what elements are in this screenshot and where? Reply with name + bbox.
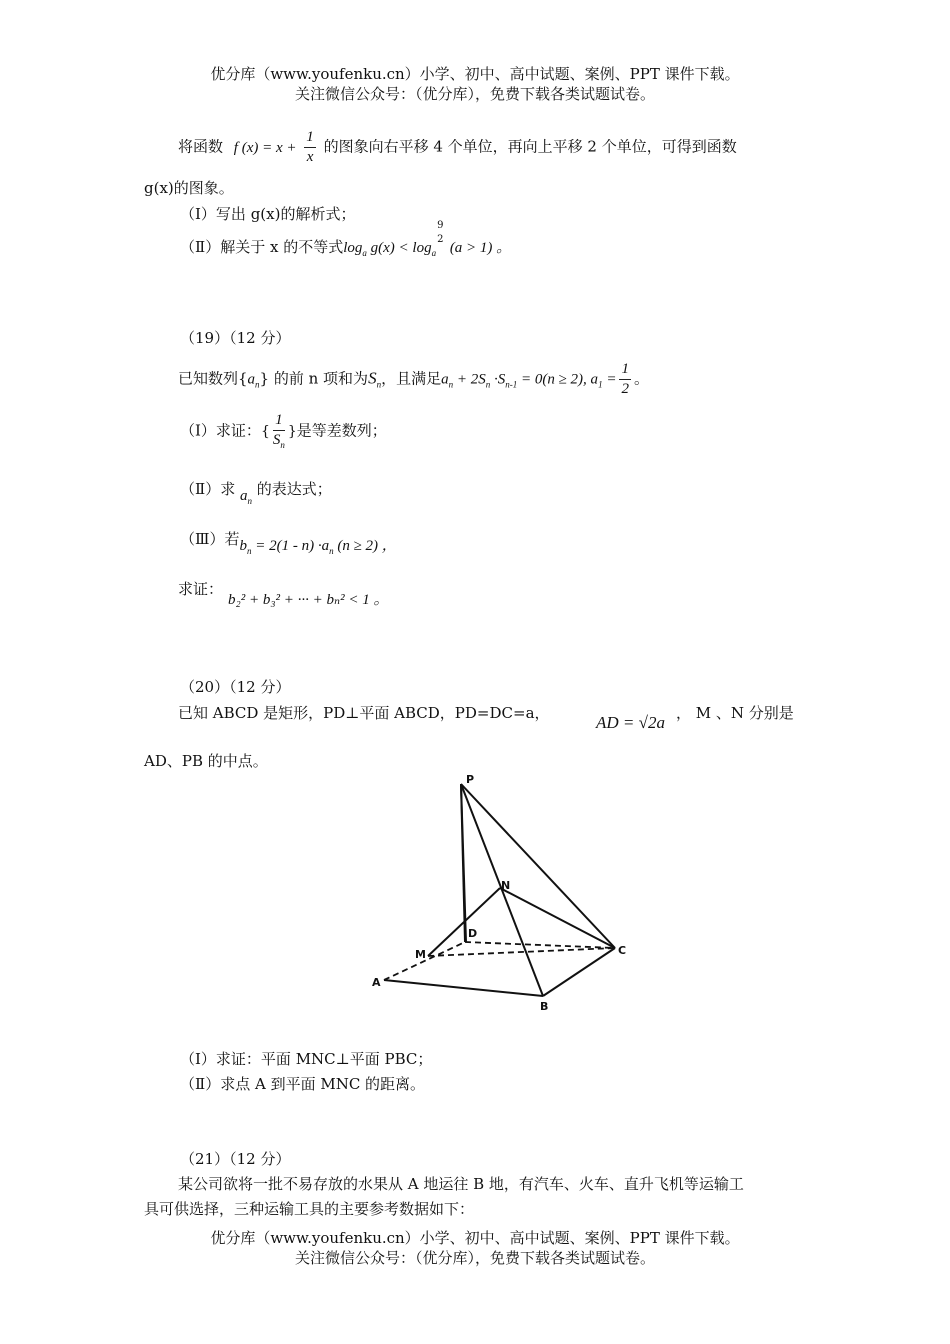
q18-ineq-cond: (a > 1) 。 [446, 240, 512, 256]
q19-part1-post: 是等差数列； [296, 421, 387, 440]
q19-part1-frac-den: S [272, 432, 281, 448]
q19-stem-mid: } 的前 n 项和为 [259, 369, 369, 388]
q19-rel-S: ·S [490, 371, 506, 388]
q20-part1: （Ⅰ）求证：平面 MNC⊥平面 PBC； [180, 1050, 433, 1068]
q18-part2 [180, 220, 512, 258]
q19-rel-S-sub: n-1 [505, 379, 518, 390]
q20-part2: （Ⅱ）求点 A 到平面 MNC 的距离。 [180, 1075, 426, 1093]
q19-prove-expr: b₂² + b₃² + ··· + bₙ² < 1 。 [228, 592, 389, 608]
q19-half-den: 2 [621, 381, 629, 397]
label-A: A [372, 976, 381, 989]
q18-part1: （Ⅰ）写出 g(x)的解析式； [180, 205, 356, 223]
q19-part3-b-sub: n [246, 546, 252, 556]
q20-stem: 已知 ABCD 是矩形，PD⊥平面 ABCD，PD=DC=a， [178, 704, 550, 722]
q19-half [619, 362, 631, 397]
q19-part1-pre: （Ⅰ）求证： [180, 421, 261, 440]
q18-log1-base: a [362, 248, 367, 258]
q19-rel-2S: + 2S [453, 371, 486, 388]
q19-part1: （Ⅰ）求证：{ $\frac{1}{S_n}$ }是等差数列； [180, 412, 387, 450]
edge-AB [384, 980, 543, 996]
q19-part3-cond: (n ≥ 2) ， [333, 538, 397, 554]
q19-rel-eq2: = [602, 371, 617, 388]
label-D: D [468, 927, 478, 940]
q18-frac-num: 1 [304, 130, 316, 148]
q19-part1-frac-den-sub: n [280, 440, 285, 450]
pyramid-figure [360, 768, 640, 1013]
q19-rel-a-sub: n [448, 379, 454, 390]
q18-log1: log [343, 240, 363, 256]
q19-stem [178, 362, 649, 397]
q19-rel-eq: = 0(n ≥ 2), a [517, 371, 599, 388]
q19-part3-b: b [239, 538, 247, 554]
q19-stem-pre: 已知数列{ [178, 369, 248, 388]
q18-log2-base: a [431, 248, 437, 258]
edge-DC [465, 942, 615, 948]
q18-exp-num: 9 [437, 220, 444, 231]
q19-half-num: 1 [619, 362, 631, 380]
label-B: B [540, 1000, 549, 1013]
footer-line-1: 优分库（www.youfenku.cn）小学、初中、高中试题、案例、PPT 课件下载。 [210, 1229, 740, 1247]
q20-heading: （20）（12 分） [180, 678, 291, 696]
q20-stem-cont: AD、PB 的中点。 [144, 752, 268, 770]
q18-exp-den: 2 [437, 234, 444, 245]
label-P: P [466, 773, 475, 786]
q19-part2-post: 的表达式； [256, 480, 332, 498]
q19-an-sub: n [255, 379, 260, 390]
q19-part1-frac [273, 413, 285, 450]
q19-part3-a-sub: n [329, 546, 334, 556]
label-N: N [501, 879, 511, 892]
q18-intro-post: 的图象向右平移 4 个单位，再向上平移 2 个单位，可得到函数 [323, 137, 737, 156]
q21-line-1: 某公司欲将一批不易存放的水果从 A 地运往 B 地，有汽车、火车、直升飞机等运输工 [178, 1175, 744, 1193]
q21-line-2: 具可供选择，三种运输工具的主要参考数据如下： [144, 1200, 475, 1218]
header-line-2: 关注微信公众号：（优分库），免费下载各类试题试卷。 [294, 85, 655, 103]
q18-part2-text: （Ⅱ）解关于 x 的不等式 [180, 238, 344, 256]
q18-ineq-g: g(x) < log [366, 240, 432, 256]
q18-exponent [436, 220, 446, 252]
q19-part3-pre: （Ⅲ）若 [180, 530, 240, 548]
q19-part3 [180, 528, 397, 556]
q19-part3-main: = 2(1 - n) ·a [251, 538, 330, 554]
q19-prove-label: 求证： [178, 580, 224, 598]
q20-stem-post: ， M 、N 分别是 [676, 704, 794, 722]
q19-part2-sub: n [247, 496, 252, 506]
q21-heading: （21）（12 分） [180, 1150, 291, 1168]
q18-function: f (x) = x + [233, 139, 297, 156]
q19-rel-a: a [441, 371, 449, 388]
edge-PC [461, 784, 615, 948]
edge-BC [543, 948, 615, 996]
segment-MC [428, 948, 615, 956]
q19-heading: （19）（12 分） [180, 329, 291, 347]
q19-rel-a1-sub: 1 [598, 379, 603, 390]
q19-stem-mid2: ，且满足 [381, 369, 442, 388]
q19-part2-var-wrap [240, 488, 252, 504]
label-C: C [618, 944, 627, 957]
q18-intro-cont: g(x)的图象。 [144, 179, 234, 197]
q18-intro-pre: 将函数 [178, 137, 224, 156]
label-M: M [415, 948, 426, 961]
q20-ad-expr: AD = √2a [596, 713, 665, 732]
q19-Sn-sub: n [376, 379, 382, 390]
q19-part1-frac-num: 1 [273, 413, 285, 431]
q19-stem-end: 。 [633, 369, 649, 388]
q19-part2-var: a [239, 488, 248, 504]
q19-rel-2S-sub: n [485, 379, 491, 390]
q19-part2-pre: （Ⅱ）求 [180, 480, 236, 498]
q19-Sn: S [368, 368, 377, 388]
q18-frac-den: x [306, 149, 314, 165]
q18-fraction [304, 130, 316, 165]
footer-line-2: 关注微信公众号：（优分库），免费下载各类试题试卷。 [294, 1249, 655, 1267]
q19-an: a [247, 371, 256, 388]
q19-part2 [180, 478, 332, 506]
q18-intro [178, 130, 810, 165]
header-line-1: 优分库（www.youfenku.cn）小学、初中、高中试题、案例、PPT 课件下载。 [210, 65, 740, 83]
segment-NC [500, 888, 615, 948]
q19-part3-expr [239, 538, 396, 554]
